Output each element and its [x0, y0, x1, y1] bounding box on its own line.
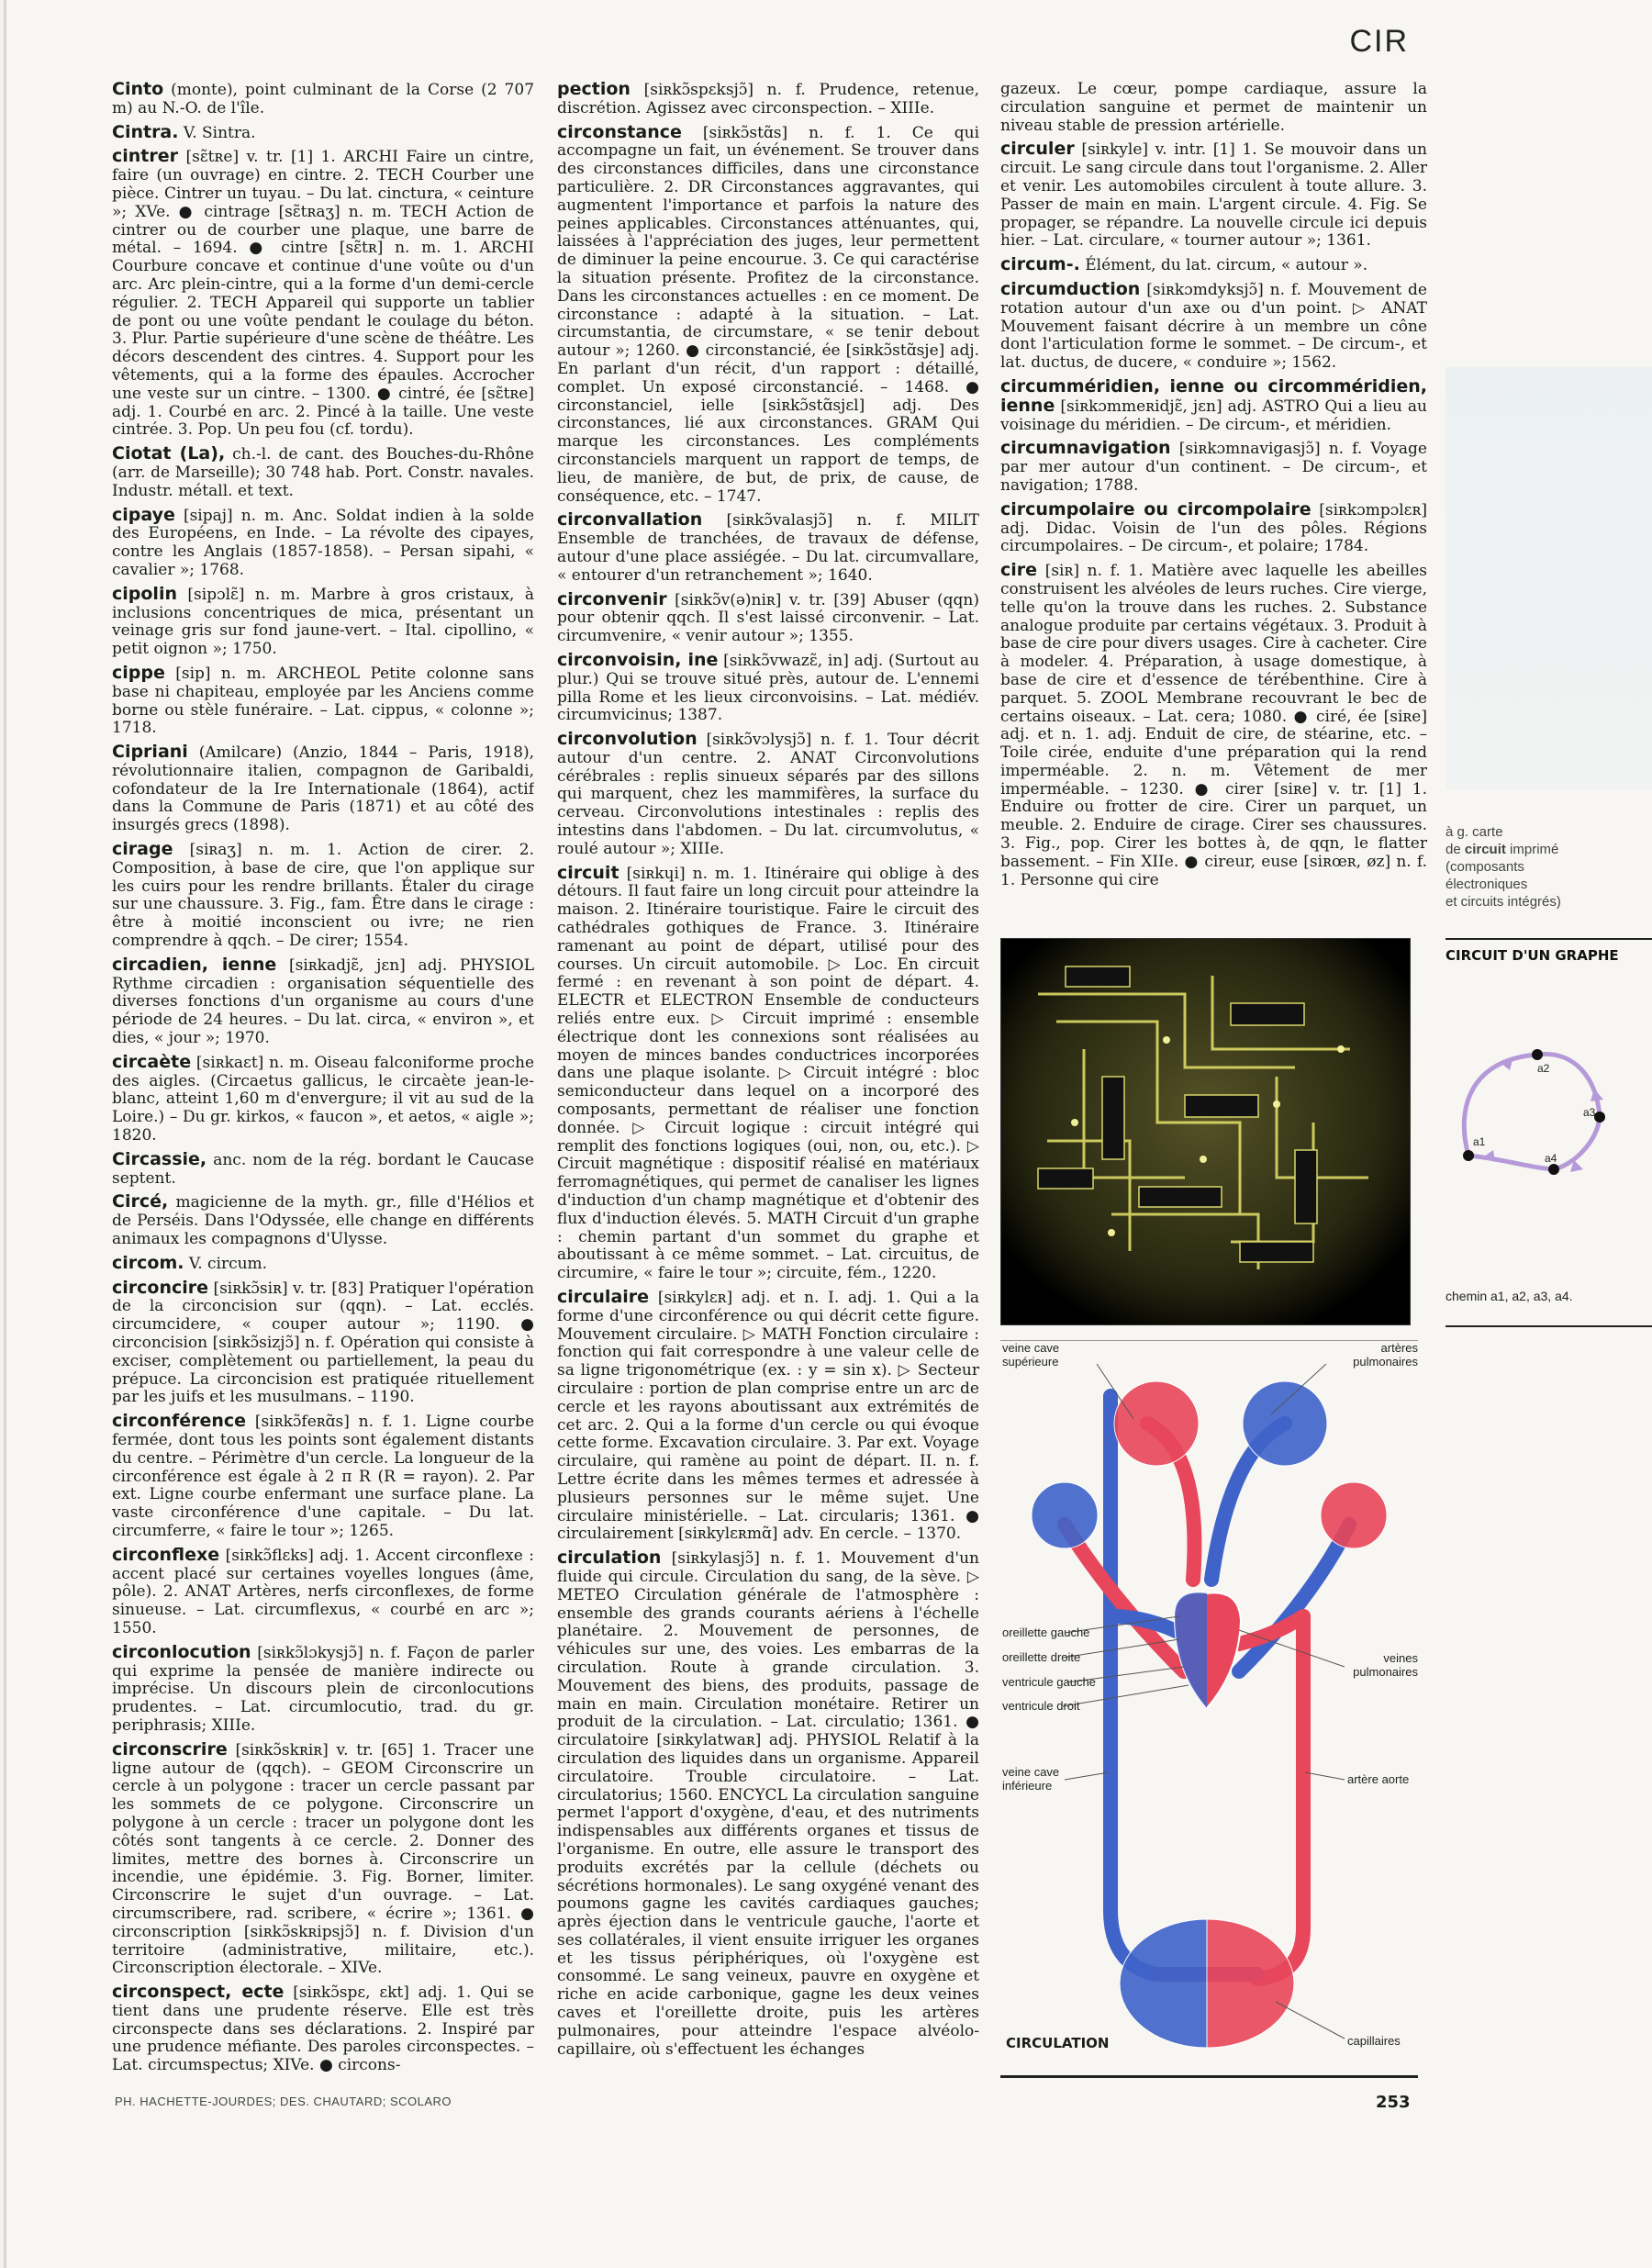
entry-definition: (Amilcare) (Anzio, 1844 – Paris, 1918), révolutionnaire italien, compagnon de Garibaldi, cofondateur de la Ire Internationale (1864), actif dans la Commune de Paris (1871) et au côté des insurgés grecs (1898). — [112, 743, 534, 835]
dictionary-entry — [112, 445, 534, 500]
lung-capillary-bed-right — [1243, 1381, 1327, 1466]
entry-headword: cipolin — [112, 583, 177, 604]
entry-headword: Circé, — [112, 1191, 169, 1212]
circulation-title: CIRCULATION — [1006, 2035, 1110, 2051]
dictionary-entry — [112, 1544, 534, 1638]
entry-headword: circonférence — [112, 1411, 247, 1432]
dictionary-entry — [112, 121, 534, 143]
circuit-board-illustration — [1001, 939, 1410, 1324]
entry-definition: [siʀkɔ̃flɛks] adj. 1. Accent circonflexe : accent placé sur certaines voyelles longues (âme, pôle). 2. ANAT Artères, nerfs circonflexes, de forme sinueuse. – Lat. circumflexus, « courbé en arc »; 1550. — [112, 1546, 534, 1637]
entry-definition: ch.-l. de cant. des Bouches-du-Rhône (arr. de Marseille); 30 748 hab. Port. Constr. navales. Industr. métall. et text. — [112, 445, 534, 500]
dictionary-entry — [557, 731, 979, 859]
entry-headword: Cinto — [112, 81, 164, 99]
entry-definition: [siʀkɔmdyksjɔ̃] n. f. Mouvement de rotation autour d'un axe ou d'un point. ▷ ANAT Mouvement faisant décrire à un membre un cône dont l'articulation forme le sommet. – De circum-, et lat. ductus, de ducere, « conduire »; 1562. — [1000, 280, 1427, 373]
entry-headword: cirage — [112, 839, 173, 860]
graph-label-a4: a4 — [1545, 1152, 1557, 1165]
entry-headword: circaète — [112, 1051, 192, 1072]
label-capillaires: capillaires — [1347, 2034, 1401, 2048]
entry-headword: circonspect, ecte — [112, 1982, 285, 2003]
entry-definition: [siʀkylasjɔ̃] n. f. 1. Mouvement d'un fluide qui circule. Circulation du sang, de la sève. ▷ METEO Circulation générale de l'atmosphère : ensemble des grands courants aériens à l'échelle planétaire. 2. Mouvement de personnes, de véhicules sur une, des voies. Les embarras de la circulation. Route à grande circulation. 3. Mouvement des biens, des produits, passage de main en main. Circulation monétaire. Retirer un produit de la circulation. – Lat. circulatio; 1361. ● circulatoire [siʀkylatwaʀ] adj. PHYSIOL Relatif à la circulation des liquides dans un organisme. Appareil circulatoire. Trouble circulatoire. – Lat. circulatorius; 1560. ENCYCL La circulation sanguine permet l'apport d'oxygène, d'eau, et des nutriments indispensables aux différents organes et tissus de l'organisme. En outre, elle assure le transport des produits excrétés par la cellule (déchets ou sécrétions hormonales). Le sang oxygéné venant des poumons gagne les cavités cardiaques gauches; après éjection dans le ventricule gauche, l'aorte et ses collatérales, il vient ensuite irriguer les organes et les tissus périphériques, où l'oxygène est consommé. Le sang veineux, pauvre en oxygène et riche en acide carbonique, gagne les deux veines caves et l'oreillette droite, puis les artères pulmonaires, pour atteindre l'espace alvéolo-capillaire, où s'effectuent les échanges — [557, 1549, 979, 2059]
dictionary-entry — [557, 511, 979, 585]
entry-definition: [sipɔlɛ̃] n. m. Marbre à gros cristaux, à inclusions concentriques de mica, présentant un veinage gris sur fond jaune-vert. – Ital. cipollino, « petit oignon »; 1750. — [112, 585, 534, 659]
label-ventricule-gauche: ventricule gauche — [1002, 1675, 1096, 1689]
entry-headword: Ciotat (La), — [112, 443, 226, 464]
photo-caption-line2 — [1446, 841, 1638, 858]
entry-definition: [siʀkadjɛ̃, jɛn] adj. PHYSIOL Rythme circadien : organisation séquentielle des diverses fonctions d'un organisme au cours d'une période de 24 heures. – Du lat. circa, « environ », et dies, « jour »; 1970. — [112, 955, 534, 1048]
entry-headword: pection — [557, 81, 631, 99]
entry-definition: (monte), point culminant de la Corse (2 707 m) au N.-O. de l'île. — [112, 81, 534, 117]
entry-definition: [siʀkɔmpɔlɛʀ] adj. Didac. Voisin de l'un des pôles. Régions circumpolaires. – De circum-, et polaire; 1784. — [1000, 500, 1427, 556]
photo-caption-line5: et circuits intégrés) — [1446, 894, 1561, 910]
dictionary-entry — [112, 1193, 534, 1248]
photo-caption-suffix: imprimé — [1505, 842, 1559, 857]
graph-title: CIRCUIT D'UN GRAPHE — [1446, 947, 1619, 964]
entry-definition: [siʀkɔ̃lɔkysjɔ̃] n. f. Façon de parler qui exprime la pensée de manière indirecte ou imprécise. Un discours plein de circonlocutions prudentes. – Lat. circumlocutio, trad. du gr. periphrasis; XIIIe. — [112, 1643, 534, 1735]
dictionary-entry — [112, 81, 534, 118]
entry-definition: gazeux. Le cœur, pompe cardiaque, assure la circulation sanguine et permet de maintenir un niveau stable de pression artérielle. — [1000, 81, 1427, 135]
dictionary-entry — [1000, 278, 1427, 373]
dictionary-entry — [112, 1252, 534, 1274]
entry-headword: circonstance — [557, 121, 682, 142]
vessel-left-arm — [1065, 1525, 1184, 1671]
entry-headword: circumméridien, ienne ou circomméridien, ienne — [1000, 375, 1427, 416]
entry-headword: circadien, ienne — [112, 954, 277, 975]
dictionary-entry — [1000, 140, 1427, 251]
label-ventricule-droit: ventricule droit — [1002, 1699, 1080, 1713]
dictionary-page — [4, 0, 1652, 2268]
entry-headword: circonvenir — [557, 588, 667, 609]
vein-left-trunk — [1111, 1396, 1156, 1974]
dictionary-entry — [112, 1148, 534, 1189]
graph-caption: chemin a1, a2, a3, a4. — [1446, 1289, 1573, 1303]
graph-label-a1: a1 — [1473, 1135, 1486, 1148]
dictionary-entry — [112, 1279, 534, 1408]
entry-definition: [siʀkɔ̃spɛksjɔ̃] n. f. Prudence, retenue, discrétion. Agissez avec circonspection. – XIIIe. — [557, 81, 979, 117]
entry-definition: [siʀkaɛt] n. m. Oiseau falconiforme proche des aigles. (Circaetus gallicus, le circaète jean-le-blanc, atteint 1,60 m d'envergure; il vit au sud de la Loire.) – Du gr. kirkos, « faucon », et aetos, « aigle »; 1820. — [112, 1053, 534, 1145]
entry-definition: V. circum. — [188, 1254, 268, 1273]
entry-definition: [sipaj] n. m. Anc. Soldat indien à la solde des Européens, en Inde. – La révolte des cipayes, contre les Anglais (1857-1858). – Persan sipahi, « cavalier »; 1768. — [112, 506, 534, 579]
graph-node-a1 — [1463, 1150, 1474, 1161]
column-1 — [112, 81, 534, 2082]
upper-capillary-bed-left — [1032, 1482, 1098, 1548]
dictionary-entry — [112, 148, 534, 440]
dictionary-entry — [557, 862, 979, 1283]
dictionary-entry — [112, 1413, 534, 1541]
dictionary-entry — [557, 588, 979, 646]
label-veine-cave-sup: veine cave supérieure — [1002, 1341, 1060, 1369]
label-oreillette-droite: oreillette droite — [1002, 1650, 1081, 1664]
dictionary-entry — [112, 662, 534, 738]
photo-caption-line4: électroniques — [1446, 877, 1528, 892]
label-artere-aorte: artère aorte — [1347, 1772, 1410, 1786]
entry-definition: Élément, du lat. circum, « autour ». — [1085, 256, 1368, 275]
graph-label-a2: a2 — [1537, 1062, 1550, 1075]
entry-headword: circonflexe — [112, 1544, 220, 1565]
entry-definition: [siʀkɥi] n. m. 1. Itinéraire qui oblige à des détours. Il faut faire un long circuit pour atteindre la maison. 2. Itinéraire touristique. Faire le circuit des cathédrales gothiques de France. 3. Itinéraire ramenant au point de départ, utilisé pour des courses. Un circuit automobile. ▷ Loc. En circuit fermé : en revenant à son point de départ. 4. ELECTR et ELECTRON Ensemble de conducteurs reliés entre eux. ▷ Circuit imprimé : ensemble électrique dont les connexions sont réalisées au moyen de minces bandes conductrices incorporées dans une plaque isolante. ▷ Circuit intégré : bloc semiconducteur dans lequel on a incorporé des composants, permettant de réaliser une fonction donnée. ▷ Circuit logique : circuit intégré qui remplit des fonctions logiques (oui, non, ou, etc.). ▷ Circuit magnétique : dispositif réalisé en matériaux ferromagnétiques, qui permet de canaliser les lignes d'induction d'un champ magnétique et d'obtenir des flux d'induction élevés. 5. MATH Circuit d'un graphe : chemin partant d'un sommet du graphe et aboutissant à ce même sommet. – Lat. circuitus, de circumire, « faire le tour »; circuite, fém., 1220. — [557, 864, 979, 1283]
circulation-figure — [1000, 1340, 1418, 2078]
leader-aorte — [1305, 1772, 1345, 1780]
dictionary-entry — [1000, 498, 1427, 556]
entry-definition: [siʀkɔ̃skʀiʀ] v. tr. [65] 1. Tracer une ligne autour de (qqch). – GEOM Circonscrire un cercle à un polygone : tracer un cercle passant par les sommets de ce polygone. Circonscrire un polygone à un cercle : tracer un polygone dont les côtés sont tangents à ce cercle. 2. Donner des limites, mettre des bornes à. Circonscrire un incendie, une épidémie. 3. Fig. Borner, limiter. Circonscrire le sujet d'un ouvrage. – Lat. circumscribere, rad. scribere, « écrire »; 1361. ● circonscription [siʀkɔ̃skʀipsjɔ̃] n. f. Division d'un territoire (administrative, militaire, etc.). Circonscription électorale. – XIVe. — [112, 1740, 534, 1978]
circuit-board-photo — [1000, 938, 1411, 1325]
heart — [1175, 1592, 1241, 1708]
entry-headword: circonvallation — [557, 509, 703, 531]
photo-caption-line3: (composants — [1446, 859, 1524, 875]
column-3 — [1000, 81, 1427, 925]
column-2 — [557, 81, 979, 2082]
graph-panel — [1446, 938, 1652, 1327]
dictionary-entry — [1000, 440, 1427, 495]
entry-definition: [siʀkɔ̃spɛ, ɛkt] adj. 1. Qui se tient dans une prudente réserve. Elle est très circonspecte dans ses déclarations. 2. Inspiré par une prudence méfiante. Des paroles circonspectes. – Lat. circumspectus; XIVe. ● circons- — [112, 1983, 534, 2075]
aorta-link — [1239, 1616, 1303, 1644]
entry-definition: [siʀkylɛʀ] adj. et n. I. adj. 1. Qui a la forme d'une circonférence ou qui décrit cette figure. Mouvement circulaire. ▷ MATH Fonction circulaire : fonction qui fait correspondre à une valeur celle de sa ligne trigonométrique (ex. : y = sin x). ▷ Secteur circulaire : portion de plan comprise entre un arc de cercle et les rayons aboutissant aux extrémités de cet arc. 2. Qui a la forme d'un cercle ou qui évoque cette forme. Excavation circulaire. 3. Par ext. Voyage circulaire, qui ramène au point de départ. II. n. f. Lettre écrite dans les mêmes termes et adressée à plusieurs personnes sur le même sujet. Une circulaire ministérielle. – Lat. circularis; 1361. ● circulairement [siʀkylɛʀmɑ̃] adv. En cercle. – 1370. — [557, 1289, 979, 1544]
dictionary-entry — [1000, 81, 1427, 135]
upper-capillary-bed-right — [1321, 1482, 1387, 1548]
photo-caption-line1: à g. carte — [1446, 824, 1503, 840]
entry-definition: [siʀkɔmmeʀidjɛ̃, jɛn] adj. ASTRO Qui a lieu au voisinage du méridien. – De circum-, et méridien. — [1000, 397, 1427, 434]
dictionary-entry — [557, 81, 979, 118]
dictionary-entry — [112, 1983, 534, 2075]
entry-headword: cire — [1000, 560, 1038, 581]
label-arteres-pulm: artères pulmonaires — [1353, 1341, 1418, 1369]
dictionary-entry — [1000, 375, 1427, 434]
photo-credits: PH. HACHETTE-JOURDES; DES. CHAUTARD; SCOLARO — [115, 2095, 452, 2108]
margin-bleed-through — [1446, 367, 1652, 789]
entry-headword: circonscrire — [112, 1738, 228, 1760]
photo-caption — [1446, 823, 1638, 911]
page-number: 253 — [1376, 2093, 1411, 2112]
entry-headword: cipaye — [112, 504, 175, 525]
entry-definition: [siʀkɔ̃siʀ] v. tr. [83] Pratiquer l'opération de la circoncision sur (qqn). – Lat. ecclés. circumcidere, « couper autour »; 1190. ● circoncision [siʀkɔ̃sizjɔ̃] n. f. Opération qui consiste à exciser, complètement ou partiellement, la peau du prépuce. La circoncision est pratiquée rituellement par les juifs et les musulmans. – 1190. — [112, 1279, 534, 1407]
dictionary-entry — [112, 841, 534, 951]
entry-headword: circuit — [557, 862, 620, 883]
dictionary-entry — [112, 1641, 534, 1736]
entry-headword: circom. — [112, 1252, 184, 1273]
entry-headword: circonvolution — [557, 729, 698, 750]
leader-vci — [1065, 1772, 1109, 1780]
entry-definition: V. Sintra. — [183, 123, 256, 142]
dictionary-entry — [1000, 562, 1427, 889]
entry-definition: magicienne de la myth. gr., fille d'Hélios et de Perséis. Dans l'Odyssée, elle change en différents animaux les compagnons d'Ulysse. — [112, 1193, 534, 1249]
label-veine-cave-inf: veine cave inférieure — [1002, 1765, 1060, 1793]
entry-headword: Cipriani — [112, 742, 188, 763]
dictionary-entry — [112, 1738, 534, 1978]
entry-headword: cippe — [112, 662, 165, 683]
entry-headword: circonvoisin, ine — [557, 649, 719, 670]
entry-definition: [siʀ] n. f. 1. Matière avec laquelle les abeilles construisent les alvéoles de leurs ruches. Cire vierge, telle qu'on la trouve dans les ruches. 2. Substance analogue produite par certains végétaux. 3. Produit à base de cire pour divers usages. Cire à cacheter. Cire à modeler. 4. Préparation, à usage domestique, à base de cire et d'essence de térébenthine. Cire à parquet. 5. ZOOL Membrane recouvrant le bec de certains oiseaux. – Lat. cera; 1080. ● ciré, ée [siʀe] adj. et n. 1. adj. Enduit de cire, de stéarine, etc. – Toile cirée, enduite d'une préparation qui la rend imperméable. 2. n. m. Vêtement de mer imperméable. – 1230. ● cirer [siʀe] v. tr. [1] 1. Enduire ou frotter de cire. Cirer un parquet, un meuble. 2. Enduire de cirage. Cirer ses chaussures. 3. Fig., pop. Cirer les bottes à, de qqn, le flatter bassement. – Fin XIIe. ● cireur, euse [siʀœʀ, øz] n. f. 1. Personne qui cire — [1000, 562, 1427, 889]
graph-edge-a4-a1 — [1468, 1156, 1554, 1169]
entry-definition: [siʀkɔ̃stɑ̃s] n. f. 1. Ce qui accompagne un fait, un événement. Se trouver dans des circonstances difficiles, dans une circonstance particulière. 2. DR Circonstances aggravantes, qui augmentent l'importance et parfois la nature des peines applicables. Circonstances atténuantes, qui, laissées à l'appréciation des juges, leur permettent de diminuer la peine encourue. 3. Ce qui caractérise la situation présente. Profitez de la circonstance. Dans les circonstances actuelles : en ce moment. De circonstance : adapté à la situation. – Lat. circumstantia, de circumstare, « se tenir debout autour »; 1260. ● circonstancié, ée [siʀkɔ̃stɑ̃sje] adj. En parlant d'un récit, d'un rapport : détaillé, complet. Un exposé circonstancié. – 1468. ● circonstanciel, ielle [siʀkɔ̃stɑ̃sjɛl] adj. Des circonstances, lié aux circonstances. GRAM Qui marque les circonstances. Les compléments circonstanciels marquent un rapport de temps, de lieu, de manière, de but, de prix, de cause, de conséquence, etc. – 1747. — [557, 123, 979, 506]
dictionary-entry — [557, 1549, 979, 2059]
lower-capillary-venous — [1120, 1919, 1207, 2048]
dictionary-entry — [112, 743, 534, 835]
entry-definition: [siʀkɔ̃valasjɔ̃] n. f. MILIT Ensemble de tranchées, de travaux de défense, autour d'une place assiégée. – Du lat. circumvallare, « entourer d'un retranchement »; 1640. — [557, 511, 979, 585]
entry-definition: [siʀkɔ̃vwazɛ̃, in] adj. (Surtout au plur.) Qui se trouve situé près, autour de. L'ennemi pilla Rome et les lieux circonvoisins. – Lat. médiév. circumvicinus; 1387. — [557, 651, 979, 725]
dictionary-entry — [557, 121, 979, 507]
graph-node-a3 — [1594, 1112, 1605, 1123]
entry-definition: [siʀkɔ̃vɔlysjɔ̃] n. f. 1. Tour décrit autour d'un centre. 2. ANAT Circonvolutions cérébrales : replis sinueux séparés par des sillons qui marquent, chez les mammifères, la surface du cerveau. Circonvolutions intestinales : replis des intestins dans l'abdomen. – Du lat. circumvolutus, « roulé autour »; XIIIe. — [557, 731, 979, 858]
label-veines-pulm: veines pulmonaires — [1353, 1651, 1418, 1679]
entry-headword: circonlocution — [112, 1641, 251, 1662]
entry-headword: circulaire — [557, 1287, 650, 1307]
dictionary-entry — [112, 1051, 534, 1145]
entry-definition: anc. nom de la rég. bordant le Caucase septent. — [112, 1150, 534, 1188]
photo-caption-bold: circuit — [1464, 842, 1506, 857]
entry-definition: [siʀaʒ] n. m. 1. Action de cirer. 2. Composition, à base de cire, que l'on applique sur les cuirs pour les rendre brillants. Étaler du cirage sur une chaussure. 3. Fig., fam. Être dans le cirage : être à moitié inconscient ou ivre; ne rien comprendre à qqch. – De cirer; 1554. — [112, 841, 534, 951]
entry-headword: circum-. — [1000, 254, 1080, 275]
entry-headword: Circassie, — [112, 1148, 207, 1169]
entry-headword: circuler — [1000, 139, 1075, 160]
entry-headword: Cintra. — [112, 121, 179, 142]
graph-node-a2 — [1532, 1049, 1543, 1060]
section-header: CIR — [1349, 24, 1409, 59]
photo-caption-prefix: de — [1446, 842, 1465, 857]
label-oreillette-gauche: oreillette gauche — [1002, 1626, 1090, 1639]
lung-capillary-bed-left — [1114, 1381, 1199, 1466]
graph-label-a3: a3 — [1583, 1106, 1596, 1119]
entry-headword: circoncire — [112, 1277, 209, 1298]
entry-definition: [siʀkɔ̃feʀɑ̃s] n. f. 1. Ligne courbe fermée, dont tous les points sont également distants du centre. – Périmètre d'un cercle. La longueur de la circonférence est égale à 2 π R (R = rayon). 2. Par ext. Ligne courbe enfermant une surface plane. La vaste circonférence d'une capitale. – Du lat. circumferre, « faire le tour »; 1265. — [112, 1413, 534, 1540]
graph-diagram — [1446, 1004, 1652, 1224]
entry-definition: [sɛ̃tʀe] v. tr. [1] 1. ARCHI Faire un cintre, faire (un ouvrage) en cintre. 2. TECH Courber une pièce. Cintrer un tuyau. – Du lat. cinctura, « ceinture »; XVe. ● cintrage [sɛ̃tʀaʒ] n. m. TECH Action de cintrer ou de courber une plaque, une barre de métal. – 1694. ● cintre [sɛ̃tʀ] n. m. 1. ARCHI Courbure concave et continue d'une voûte ou d'un arc. Arc plein-cintre, qui a la forme d'un demi-cercle régulier. 2. TECH Appareil qui supporte un tablier de pont ou une voûte pendant le coulage du béton. 3. Plur. Partie supérieure d'une scène de théâtre. Les décors descendent des cintres. 4. Support pour les vêtements, qui a la forme des épaules. Accrocher une veste sur un cintre. – 1300. ● cintré, ée [sɛ̃tʀe] adj. 1. Courbé en arc. 2. Pincé à la taille. Une veste cintrée. 3. Pop. Un peu fou (cf. tordu). — [112, 148, 534, 440]
dictionary-entry — [557, 1289, 979, 1544]
entry-headword: circumpolaire ou circompolaire — [1000, 498, 1312, 520]
dictionary-entry — [112, 956, 534, 1048]
leader-cap — [1276, 2002, 1345, 2039]
aorta-right-trunk — [1257, 1616, 1303, 1979]
entry-headword: circulation — [557, 1547, 662, 1569]
entry-headword: circumduction — [1000, 278, 1141, 299]
graph-node-a4 — [1548, 1164, 1559, 1175]
graph-edge-a3-a4 — [1554, 1117, 1600, 1169]
entry-headword: cintrer — [112, 146, 179, 167]
dictionary-entry — [1000, 256, 1427, 275]
entry-definition: [siʀkɔmnavigasjɔ̃] n. f. Voyage par mer autour d'un continent. – De circum-, et navigation; 1788. — [1000, 440, 1427, 495]
dictionary-entry — [557, 649, 979, 725]
dictionary-entry — [112, 504, 534, 580]
entry-definition: [siʀkyle] v. intr. [1] 1. Se mouvoir dans un circuit. Le sang circule dans tout l'organisme. 2. Aller et venir. Les automobiles circulent à toute allure. 3. Passer de main en main. L'argent circule. 4. Fig. Se propager, se répandre. La nouvelle circule ici depuis hier. – Lat. circulare, « tourner autour »; 1361. — [1000, 140, 1427, 251]
dictionary-entry — [112, 583, 534, 659]
entry-definition: [siʀkɔ̃v(ə)niʀ] v. tr. [39] Abuser (qqn) pour obtenir qqch. Il s'est laissé circonvenir. – Lat. circumvenire, « venir autour »; 1355. — [557, 590, 979, 646]
entry-headword: circumnavigation — [1000, 438, 1171, 459]
entry-definition: [sip] n. m. ARCHEOL Petite colonne sans base ni chapiteau, employée par les Anciens comme borne ou stèle funéraire. – Lat. cippus, « colonne »; 1718. — [112, 664, 534, 738]
